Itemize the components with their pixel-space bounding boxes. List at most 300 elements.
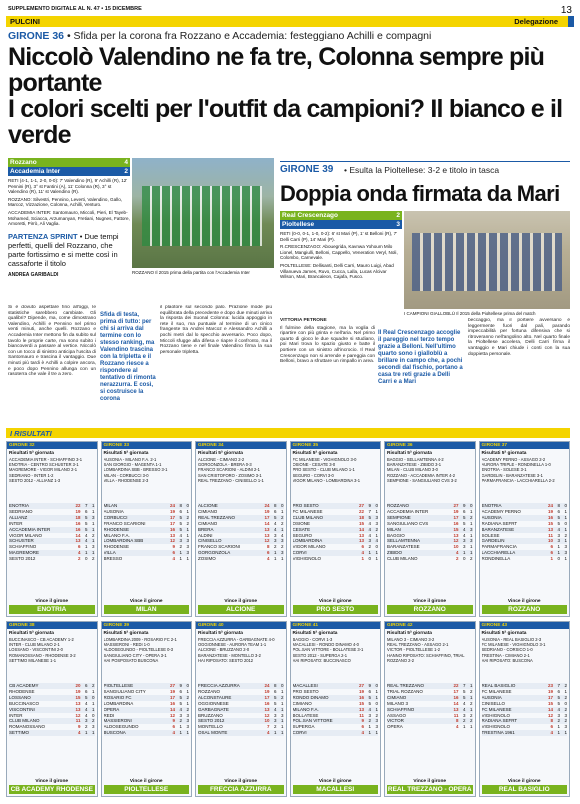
draws: 1 [469, 520, 473, 526]
draws: 1 [186, 700, 189, 706]
draws: 1 [91, 503, 95, 508]
team-name: ENOTRIA [9, 503, 30, 508]
wins: 3 [462, 538, 466, 544]
draws: 3 [186, 712, 189, 718]
wins: 5 [462, 694, 466, 700]
team-name: OSAL MONTE [198, 730, 228, 736]
wins: 2 [462, 718, 466, 724]
result-line: MILAN - CLUB MILANO 3-0 [387, 467, 438, 473]
draws: 1 [564, 730, 567, 736]
points: 13 [75, 538, 81, 544]
wins: 0 [368, 556, 371, 562]
winner-badge: REAL TREZZANO - OPERA [387, 786, 472, 793]
draws: 0 [564, 503, 567, 508]
wins: 9 [462, 503, 466, 508]
draws: 2 [469, 700, 473, 706]
matchday-label: Risultati 5ª giornata [198, 631, 243, 636]
result-line: TRESTINA - CIMIANO 2-1 [481, 652, 530, 658]
winner-label: Vince il girone [413, 599, 447, 604]
points: 18 [358, 514, 364, 520]
winner-label: Vince il girone [318, 599, 352, 604]
team-name: MILANO F.A. [103, 532, 130, 538]
wins: 3 [462, 544, 466, 550]
wins: 3 [368, 712, 371, 718]
wins: 2 [179, 718, 182, 724]
team-name: MASSIERONI [103, 718, 132, 724]
wins: 7 [557, 683, 560, 688]
wins: 1 [462, 724, 466, 730]
result-line: ALCIONE - BRUZZANO 2-0 [198, 647, 250, 653]
team-name: ROZZANO [198, 688, 220, 694]
team-name: ZOSIMO [198, 556, 216, 562]
points: 4 [361, 550, 364, 556]
draws: 2 [186, 520, 189, 526]
draws: 2 [375, 526, 378, 532]
results-box [6, 621, 98, 797]
standings-table [196, 683, 286, 736]
team-name: REAL TREZZANO [387, 683, 425, 688]
team-name: RHODENSE [103, 526, 130, 532]
result-line: AUSONIA - MILANO F.A. 2-1 [103, 457, 157, 462]
team-name: FC MILANESE [481, 688, 512, 694]
standings-row [482, 730, 568, 736]
team-name: ENOTRIA [481, 503, 502, 508]
points: 12 [169, 712, 175, 718]
team-name: ALLIANZ [9, 514, 28, 520]
team-name: PRO SESTO [292, 688, 319, 694]
wins: 4 [462, 700, 466, 706]
draws: 1 [91, 526, 95, 532]
draws: 1 [564, 538, 567, 544]
draws: 1 [91, 706, 95, 712]
team-name: ALCONSTAURE [198, 694, 232, 700]
points: 16 [453, 694, 459, 700]
team-name: OPERA [103, 706, 120, 712]
draws: 1 [280, 730, 284, 736]
team-name: VIGOR MILANO [292, 544, 326, 550]
team-name: AUSONIA [481, 694, 502, 700]
team-name: PIOLTELLESE [103, 683, 134, 688]
story2-photo-caption: I CAMPIONI GIALLOBLÙ Il 2015 della Pioltellese prima del match [404, 311, 536, 316]
draws: 1 [91, 730, 95, 736]
team-name: VISCONTINI [9, 706, 35, 712]
team-name: MILANO F.A. [292, 706, 319, 712]
draws: 2 [91, 718, 95, 724]
wins: 5 [557, 514, 560, 520]
draws: 3 [186, 718, 189, 724]
points: 14 [453, 700, 459, 706]
winner-label: Vince il girone [35, 779, 69, 784]
draws: 3 [280, 712, 284, 718]
result-line: ENOTRIA - SOLESE 3-1 [481, 467, 527, 473]
team-name: CORVI [292, 730, 307, 736]
team-name: CB ACADEMY [9, 683, 39, 688]
wins: 4 [84, 538, 88, 544]
wins: 8 [273, 503, 277, 508]
standings-table [102, 503, 192, 562]
results-box [195, 441, 287, 617]
draws: 2 [375, 712, 378, 718]
points: 14 [169, 706, 175, 712]
draws: 0 [375, 544, 378, 550]
results-box [101, 441, 193, 617]
section-title: PULCINI [10, 17, 40, 26]
draws: 1 [186, 508, 189, 514]
draws: 2 [469, 688, 473, 694]
result-line: ACADEMY PERNO - ASSAGO 2-2 [481, 457, 546, 462]
team-name: MONTELLO [198, 724, 223, 730]
points: 10 [264, 718, 270, 724]
draws: 3 [564, 544, 567, 550]
result-line: MILANO 3 - CIMIANO 3-2 [387, 637, 435, 642]
team-name: FC MILANESE [481, 706, 512, 712]
wins: 4 [179, 532, 182, 538]
draws: 1 [375, 532, 378, 538]
team-name: RHODENSE [9, 688, 35, 694]
wins: 1 [368, 550, 371, 556]
result-line: ACCADEMIA INTER - SCHIAFFINO 3-1 [9, 457, 83, 462]
points: 2 [77, 556, 81, 562]
team-name: SELLAMTENNA [387, 538, 421, 544]
standings-table [7, 683, 97, 736]
points: 16 [547, 514, 553, 520]
standings-row [387, 556, 473, 562]
results-grid [6, 441, 570, 801]
result-line: SAN CRISTOFORO - ZOSIMO 3-1 [198, 472, 262, 478]
story2-scorers: RETI (0-0, 0-1, 1-0, 0-2): 6' st Mari (P), 1' st Belloni (R), 7' Delli Carri (P), 14' Mari (P). [280, 231, 397, 242]
points: 13 [358, 538, 364, 544]
standings-row [387, 724, 473, 730]
points: 20 [75, 683, 81, 688]
result-line: ROMANOSSANO - RHODENSE 3-2 [9, 652, 76, 658]
draws: 1 [186, 688, 189, 694]
draws: 1 [91, 550, 95, 556]
draws: 1 [469, 508, 473, 514]
group-header [480, 622, 570, 629]
points: 22 [358, 508, 364, 514]
draws: 1 [280, 556, 284, 562]
team-name: SESTO 2012 [198, 718, 225, 724]
wins: 6 [273, 688, 277, 694]
result-line: ROZZANO 2-2 [387, 657, 415, 663]
points: 19 [169, 508, 175, 514]
draws: 1 [186, 730, 189, 736]
result-line: LOSSANO - VISCONTINI 2-0 [9, 647, 63, 653]
draws: 2 [186, 706, 189, 712]
team-name: CIMIANO [198, 508, 218, 514]
team-name: ALDOSEGUNDO [103, 724, 139, 730]
wins: 1 [368, 724, 371, 730]
team-name: RONDINELLA [481, 556, 511, 562]
draws: 4 [280, 532, 284, 538]
points: 17 [169, 694, 175, 700]
winner-badge: ENOTRIA [9, 605, 95, 614]
group-header [102, 622, 192, 629]
team-name: REAL TREZZANO [198, 514, 236, 520]
wins: 6 [84, 683, 88, 688]
standings-table [480, 683, 570, 736]
story2-article-col2: beccaggio, ma il portiere avversario è leggermente fuori dal pali, parando impeccabilità per fortuna difensiva che si ritroveranno nell'angolino alto. Nel quarto finale la Pioltellese accelera, Delli Carri firma il vantaggio e Mari chiude i conti con la sua doppietta personale. [468, 318, 570, 357]
points: 13 [453, 532, 459, 538]
group-header [291, 622, 381, 629]
group-name: GIRONE 38 [9, 623, 35, 628]
draws: 1 [280, 688, 284, 694]
result-line: SEDRIANO - CORSICO 1-0 [481, 647, 533, 653]
result-line: SESTO 2012 - ALLIANZ 1-3 [9, 477, 61, 483]
team-photo [142, 186, 262, 246]
team-name: LOSSANO [9, 694, 31, 700]
points: 17 [264, 514, 270, 520]
wins: 4 [557, 706, 560, 712]
results-list [196, 637, 286, 683]
matchday-label: Risultati 5ª giornata [103, 451, 149, 456]
group-header [102, 442, 192, 449]
story2-away-lineup: PIOLTELLESE: Dellisanti, Delli Carri, Mauro Luigi, Abad Villanueva James, Ruvo, Cucca, Lalla, Lucas Alcivar Wilson, Mari, Brancaleon, Cajafa, Fusco. [280, 262, 394, 280]
sprint-label: PARTENZA SPRINT [8, 231, 78, 241]
wins: 9 [368, 683, 371, 688]
draws: 0 [186, 503, 189, 508]
draws: 1 [375, 688, 378, 694]
wins: 6 [273, 508, 277, 514]
wins: 6 [462, 508, 466, 514]
result-line: HANNO RIPOSATO: SCHIAFFINO, TRIAL [387, 652, 465, 658]
points: 1 [361, 556, 364, 562]
team-name: TRIAL ROZZANO [387, 688, 423, 694]
team-name: SOLESE [481, 532, 500, 538]
wins: 7 [368, 508, 371, 514]
team-name: ROSARIO FC [103, 694, 132, 700]
points: 6 [361, 544, 364, 550]
team-name: FRECCIA AZZURRA [198, 683, 240, 688]
draws: 1 [564, 688, 567, 694]
draws: 2 [91, 532, 95, 538]
points: 4 [266, 730, 270, 736]
team-name: SCHIAFFINO [9, 544, 37, 550]
draws: 3 [375, 514, 378, 520]
team-name: ALCIONE [198, 503, 218, 508]
wins: 6 [84, 508, 88, 514]
result-line: VIGOR MILANO - LOMBARDINA 3-1 [292, 477, 361, 483]
points: 6 [550, 550, 553, 556]
points: 9 [361, 718, 364, 724]
draws: 0 [375, 700, 378, 706]
wins: 3 [273, 532, 277, 538]
draws: 1 [280, 526, 284, 532]
wins: 5 [557, 520, 560, 526]
wins: 1 [368, 730, 371, 736]
wins: 3 [273, 718, 277, 724]
home-team: Real Crescenzago [282, 212, 338, 219]
group-name: GIRONE 40 [198, 623, 224, 628]
draws: 2 [91, 556, 95, 562]
wins: 5 [462, 514, 466, 520]
draws: 2 [564, 706, 567, 712]
team-name: FC MILANESE [292, 508, 323, 514]
wins: 5 [368, 700, 371, 706]
standings-table [385, 503, 475, 562]
points: 15 [358, 520, 364, 526]
team-name: BARANZATESE [481, 526, 515, 532]
wins: 4 [84, 532, 88, 538]
wins: 1 [273, 550, 277, 556]
result-line: SEMPIONE - SANGIULIANO CVS 3-2 [387, 477, 457, 483]
wins: 6 [179, 508, 182, 514]
wins: 3 [179, 712, 182, 718]
team-name: SEDRIANO [9, 508, 33, 514]
points: 13 [75, 700, 81, 706]
points: 17 [169, 514, 175, 520]
points: 12 [264, 712, 270, 718]
wins: 6 [557, 688, 560, 694]
draws: 2 [186, 694, 189, 700]
story2-article-text1: Il fulmine della stagione, ma la voglia di ripartire con più grinta e nell'aria. Nel primo quarto di gioco le due squadre si studiano, poi Mari trova lo spazio giusto e batte il portiere con un sinistro all'incrocio. Il Real Crescenzago non si arrende e pareggia con Belloni, bravo a sfruttare un rimpallo in area. [280, 325, 375, 365]
draws: 3 [186, 538, 189, 544]
draws: 1 [91, 520, 95, 526]
points: 13 [358, 532, 364, 538]
result-line: MILAN - CORBUCCI 3-0 [103, 472, 149, 478]
winner-badge: PIOLTELLESE [104, 785, 190, 794]
draws: 3 [375, 718, 378, 724]
wins: 1 [84, 544, 88, 550]
team-name: SETTIMO [9, 730, 29, 736]
group-header [7, 442, 97, 449]
draws: 3 [186, 724, 189, 730]
story1-away-lineup: ACCADEMIA INTER: Santomauro, Miccoli, Pieri, El Tayeb-Mohamed, Sciacca, Arzumanyan, Fretiani, Nugnes, Fattore, Amoretti, Pirrò, Ali Vaglia. [8, 209, 130, 227]
matchday-label: Risultati 5ª giornata [292, 631, 338, 636]
result-line: FC MILANESE - VIGHIGNOLO 3-0 [292, 457, 357, 462]
wins: 5 [557, 694, 560, 700]
team-name: RHODENSE [103, 544, 130, 550]
draws: 0 [469, 503, 473, 508]
result-line: GARDELIN - BARANZATESE 3-1 [481, 472, 543, 478]
points: 4 [172, 556, 175, 562]
result-line: VILLA - RHODENSE 2-3 [103, 477, 149, 483]
draws: 1 [375, 694, 378, 700]
points: 16 [169, 526, 175, 532]
wins: 7 [84, 503, 88, 508]
team-name: CORVI [292, 550, 307, 556]
result-line: SAN GIORGIO - MAGENTA 1-1 [103, 462, 162, 468]
wins: 7 [462, 683, 466, 688]
result-line: OGGIONNESE - AURORA TEAM 1-1 [198, 642, 267, 648]
team-name: TRESTINA 1961 [481, 730, 515, 736]
team-name: ACADEMY PERNO [481, 508, 521, 514]
team-name: CESATE [292, 526, 311, 532]
draws: 1 [280, 724, 284, 730]
points: 16 [264, 700, 270, 706]
draws: 3 [91, 544, 95, 550]
draws: 1 [469, 532, 473, 538]
points: 4 [77, 550, 81, 556]
draws: 2 [564, 532, 567, 538]
points: 16 [358, 694, 364, 700]
wins: 5 [84, 520, 88, 526]
wins: 4 [557, 526, 560, 532]
team-photo [412, 233, 562, 291]
results-list [291, 457, 381, 503]
wins: 2 [84, 724, 88, 730]
team-name: REAL BASIGLIO [481, 683, 516, 688]
result-line: SETTIMO MILANESE 1-1 [9, 657, 57, 663]
team-name: PARMAFRANCIA [481, 544, 517, 550]
wins: 2 [273, 544, 277, 550]
draws: 3 [564, 724, 567, 730]
team-name: LOMBARDINA SBB [103, 538, 144, 544]
results-title: I RISULTATI [10, 429, 52, 438]
result-line: LOMBARDINA 2009 - ROSARIO FC 2-1 [103, 637, 177, 642]
result-line: SEDRIANO - INTER 1-2 [9, 472, 54, 478]
draws: 3 [564, 712, 567, 718]
points: 23 [547, 683, 553, 688]
draws: 0 [375, 503, 378, 508]
team-name: MAGREMORE [9, 550, 40, 556]
points: 4 [266, 556, 270, 562]
story1-photo-caption: ROZZANO Il 2015 prima della partita con l'Accademia Inter [132, 270, 250, 275]
draws: 2 [91, 683, 95, 688]
wins: 4 [462, 532, 466, 538]
wins: 1 [557, 730, 560, 736]
team-name: GARDELIN [481, 538, 505, 544]
wins: 4 [273, 706, 277, 712]
points: 13 [75, 706, 81, 712]
wins: 4 [368, 532, 371, 538]
points: 11 [453, 712, 459, 718]
group-header [480, 442, 570, 449]
team-name: ALDINI [198, 532, 213, 538]
draws: 1 [375, 508, 378, 514]
wins: 1 [179, 724, 182, 730]
results-list [480, 457, 570, 503]
wins: 2 [368, 544, 371, 550]
wins: 5 [273, 700, 277, 706]
draws: 1 [280, 508, 284, 514]
standings-table [291, 683, 381, 736]
home-team: Rozzano [10, 159, 37, 166]
story1-matchbox [8, 158, 130, 278]
draws: 1 [375, 730, 378, 736]
result-line: HAI RIPOSATO: SESTO 2012 [198, 657, 254, 663]
draws: 2 [564, 718, 567, 724]
result-line: SEGURO - CORVI 3-0 [292, 472, 334, 478]
result-line: FRECCIA AZZURRA - GARBAGNATE 4-0 [198, 637, 275, 642]
wins: 6 [368, 688, 371, 694]
team-name: CLUB MILANO [292, 514, 324, 520]
wins: 2 [557, 718, 560, 724]
draws: 1 [469, 706, 473, 712]
wins: 1 [84, 730, 88, 736]
wins: 5 [273, 694, 277, 700]
page-number: 13 [560, 5, 572, 16]
standings-table [7, 503, 97, 562]
wins: 9 [179, 683, 182, 688]
result-line: AURORA TRIPLE - RONDINELLA 1-0 [481, 462, 551, 468]
standings-row [482, 556, 568, 562]
points: 13 [169, 532, 175, 538]
draws: 1 [91, 508, 95, 514]
points: 6 [550, 544, 553, 550]
team-name: ACCADEMIA INTER [387, 508, 429, 514]
points: 22 [453, 683, 459, 688]
team-name: FRANCO SCARIONI [198, 544, 241, 550]
group-header [196, 622, 286, 629]
points: 19 [75, 688, 81, 694]
draws: 2 [186, 514, 189, 520]
points: 17 [547, 694, 553, 700]
draws: 1 [469, 694, 473, 700]
points: 9 [172, 544, 175, 550]
team-name: VIGHIGNOLO [481, 712, 511, 718]
standings-row [293, 556, 379, 562]
